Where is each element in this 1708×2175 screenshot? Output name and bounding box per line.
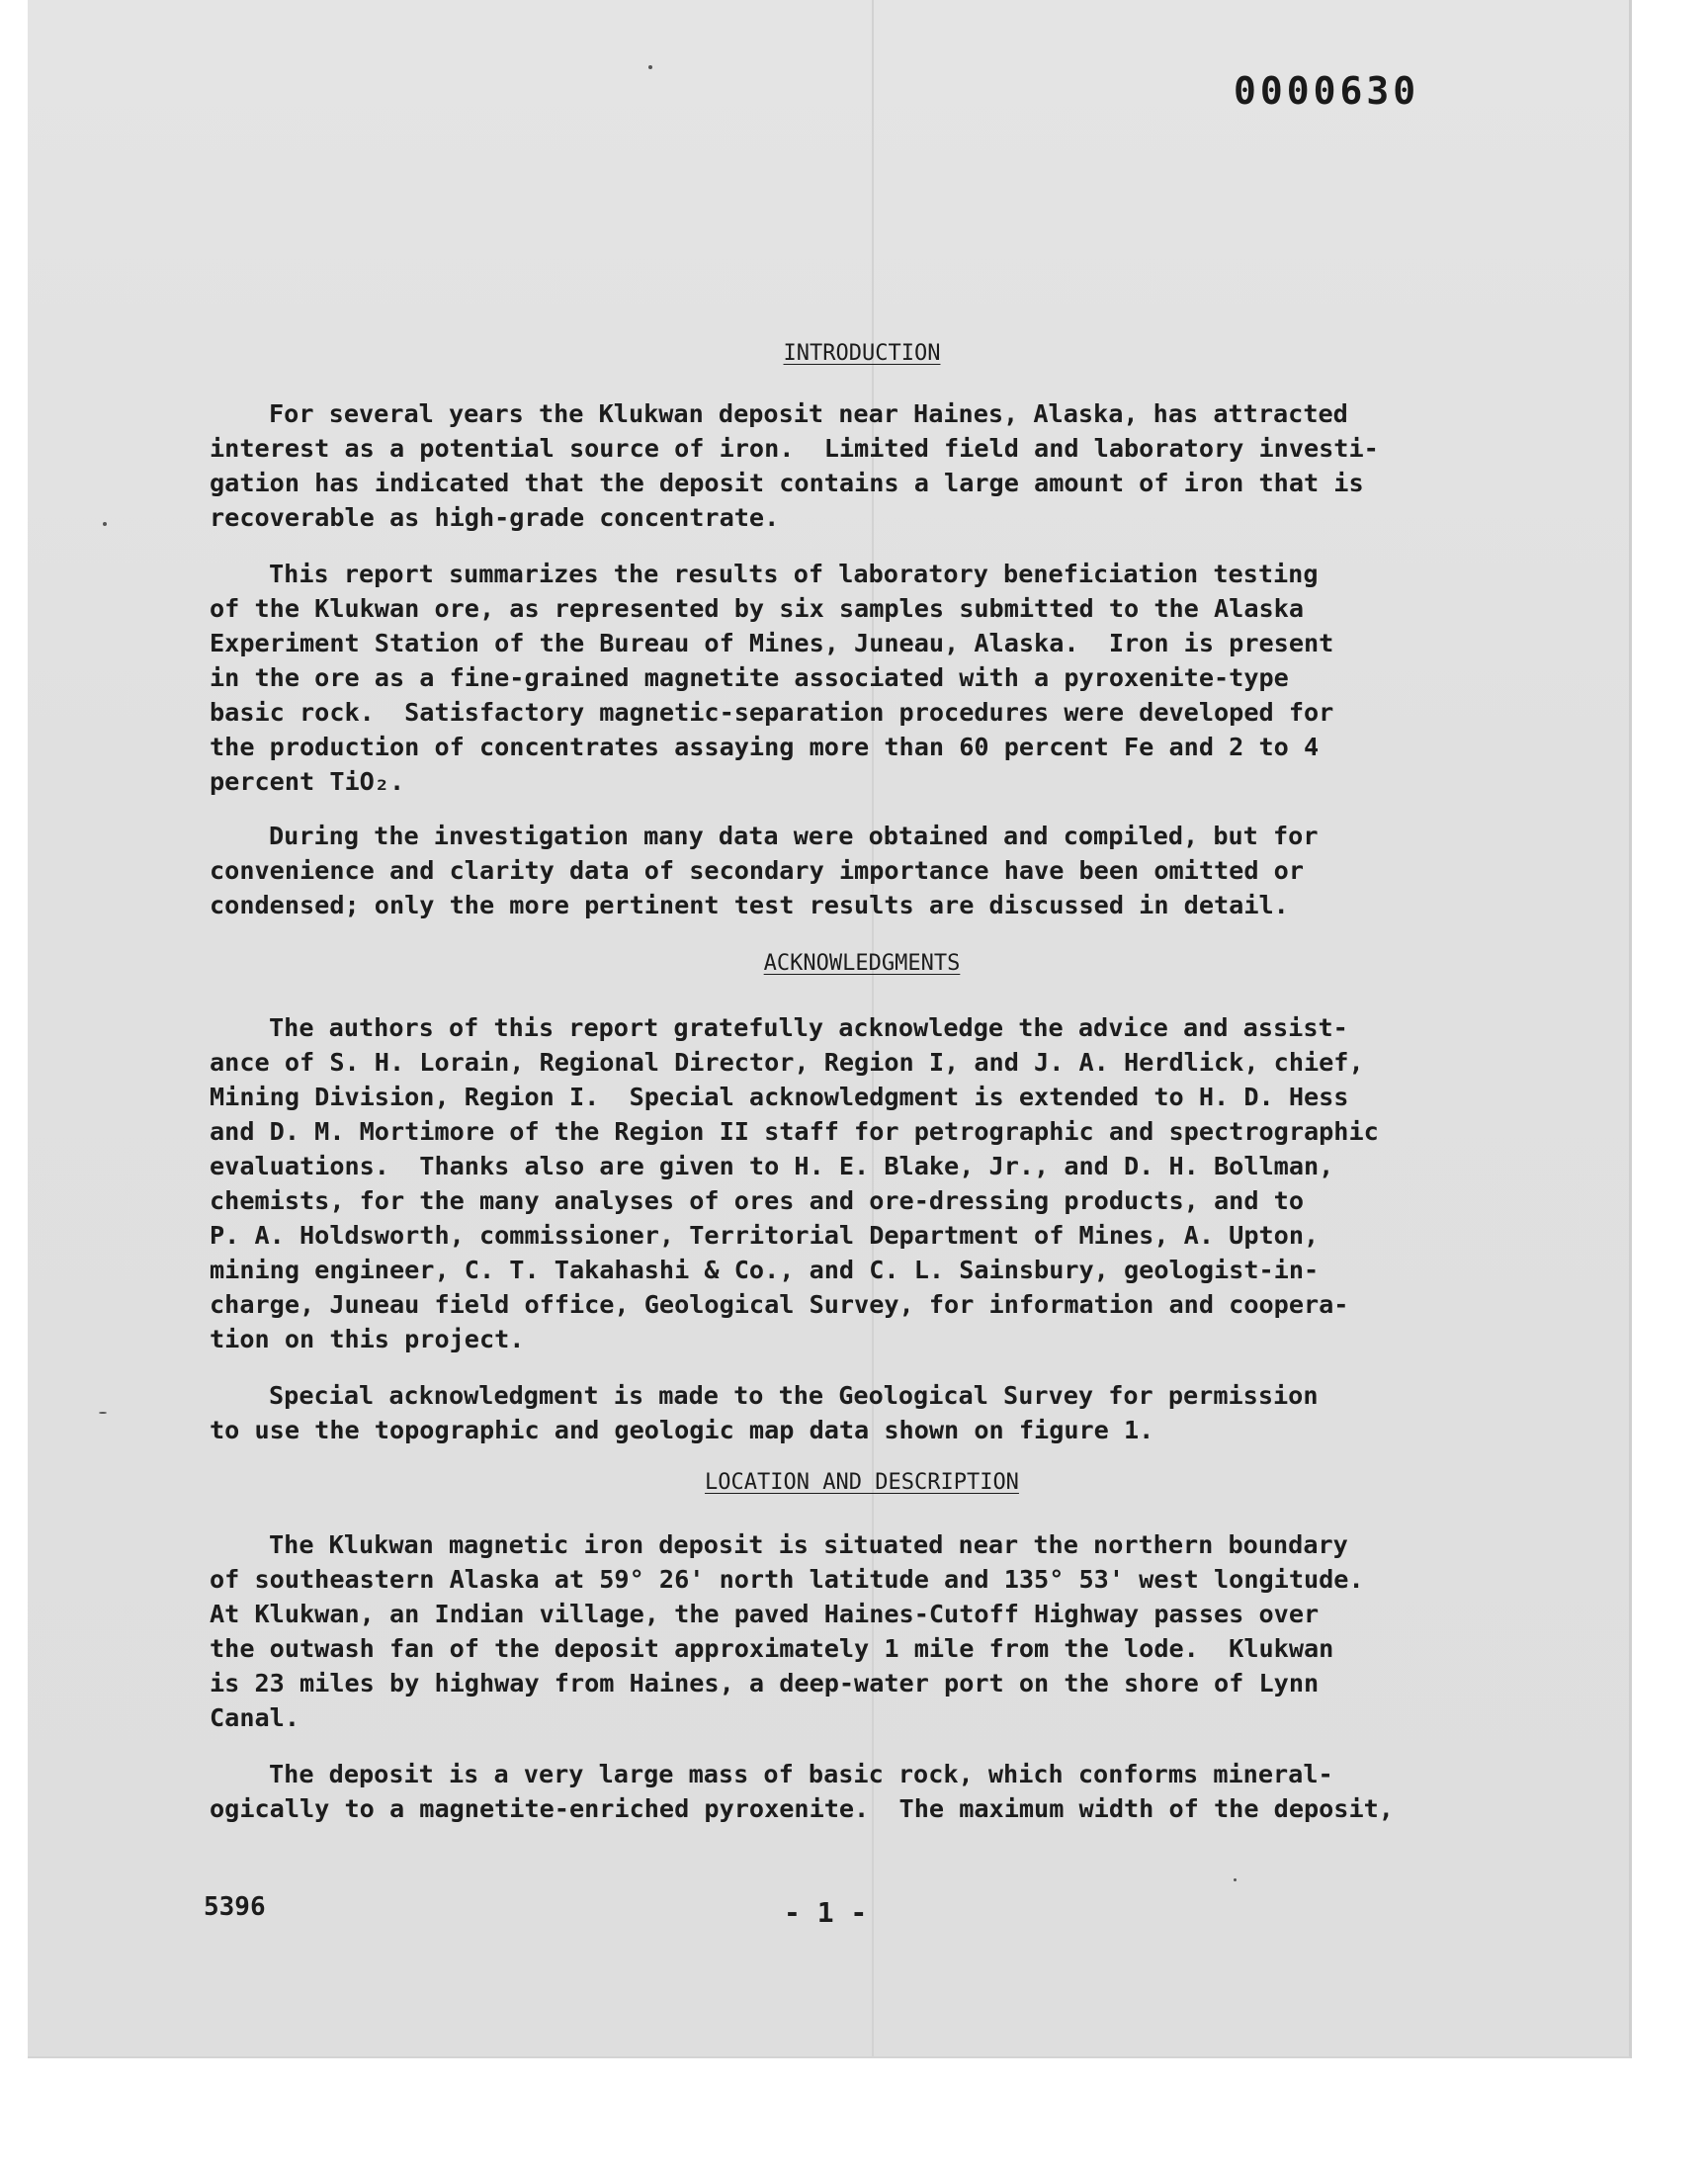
text-line: interest as a potential source of iron. Limited field and laboratory investi- (210, 434, 1379, 463)
text-line: This report summarizes the results of laboratory beneficiation testing (269, 560, 1319, 588)
text-line: evaluations. Thanks also are given to H. E. Blake, Jr., and D. H. Bollman, (210, 1152, 1334, 1180)
location-heading: LOCATION AND DESCRIPTION (705, 1470, 1019, 1495)
text-line: of the Klukwan ore, as represented by six samples submitted to the Alaska (210, 594, 1304, 623)
text-line: Special acknowledgment is made to the Geological Survey for permission (269, 1381, 1319, 1410)
text-line: gation has indicated that the deposit contains a large amount of iron that is (210, 469, 1364, 497)
text-line: During the investigation many data were obtained and compiled, but for (269, 822, 1319, 850)
document-body (210, 336, 1514, 1826)
location-paragraph-1 (210, 1527, 1514, 1735)
text-line: convenience and clarity data of secondary importance have been omitted or (210, 856, 1304, 885)
text-line: condensed; only the more pertinent test results are discussed in detail. (210, 891, 1289, 919)
text-line: percent TiO₂. (210, 767, 405, 796)
text-line: the outwash fan of the deposit approximately 1 mile from the lode. Klukwan (210, 1634, 1334, 1663)
ack-paragraph-2 (210, 1378, 1514, 1447)
scan-speck (99, 1412, 107, 1414)
text-line: tion on this project. (210, 1325, 525, 1353)
text-line: in the ore as a fine-grained magnetite associated with a pyroxenite-type (210, 663, 1289, 692)
text-line: and D. M. Mortimore of the Region II staff for petrographic and spectrographic (210, 1117, 1379, 1146)
text-line: basic rock. Satisfactory magnetic-separation procedures were developed for (210, 698, 1334, 727)
text-line: chemists, for the many analyses of ores and ore-dressing products, and to (210, 1186, 1304, 1215)
text-line: charge, Juneau field office, Geological Survey, for information and coopera- (210, 1290, 1349, 1319)
intro-paragraph-3 (210, 819, 1514, 922)
ack-paragraph-1 (210, 1010, 1514, 1356)
scan-speck (648, 65, 652, 69)
text-line: For several years the Klukwan deposit near Haines, Alaska, has attracted (269, 399, 1348, 428)
text-line: P. A. Holdsworth, commissioner, Territorial Department of Mines, A. Upton, (210, 1221, 1320, 1250)
text-line: is 23 miles by highway from Haines, a deep-water port on the shore of Lynn (210, 1669, 1320, 1697)
text-line: Experiment Station of the Bureau of Mines, Juneau, Alaska. Iron is present (210, 629, 1334, 657)
text-line: Mining Division, Region I. Special acknowledgment is extended to H. D. Hess (210, 1083, 1349, 1111)
text-line: of southeastern Alaska at 59° 26' north latitude and 135° 53' west longitude. (210, 1565, 1364, 1594)
text-line: to use the topographic and geologic map data shown on figure 1. (210, 1416, 1154, 1444)
acknowledgments-heading: ACKNOWLEDGMENTS (763, 951, 961, 976)
intro-paragraph-1 (210, 396, 1514, 535)
intro-paragraph-2 (210, 557, 1514, 799)
introduction-heading: INTRODUCTION (783, 341, 941, 366)
text-line: recoverable as high-grade concentrate. (210, 503, 780, 532)
text-line: The deposit is a very large mass of basic rock, which conforms mineral- (269, 1760, 1333, 1788)
text-line: At Klukwan, an Indian village, the paved Haines-Cutoff Highway passes over (210, 1600, 1320, 1628)
location-paragraph-2 (210, 1757, 1514, 1826)
document-control-number: 0000630 (1234, 69, 1420, 113)
text-line: the production of concentrates assaying more than 60 percent Fe and 2 to 4 (210, 733, 1320, 761)
text-line: ogically to a magnetite-enriched pyroxenite. The maximum width of the deposit, (210, 1794, 1394, 1823)
text-line: The Klukwan magnetic iron deposit is situated near the northern boundary (269, 1530, 1348, 1559)
scan-speck (1234, 1878, 1237, 1881)
page-number: - 1 - (784, 1896, 868, 1929)
report-code: 5396 (204, 1892, 266, 1922)
text-line: mining engineer, C. T. Takahashi & Co., and C. L. Sainsbury, geologist-in- (210, 1256, 1320, 1284)
text-line: The authors of this report gratefully acknowledge the advice and assist- (269, 1013, 1348, 1042)
scan-speck (103, 522, 107, 526)
text-line: ance of S. H. Lorain, Regional Director, Region I, and J. A. Herdlick, chief, (210, 1048, 1364, 1077)
text-line: Canal. (210, 1703, 299, 1732)
